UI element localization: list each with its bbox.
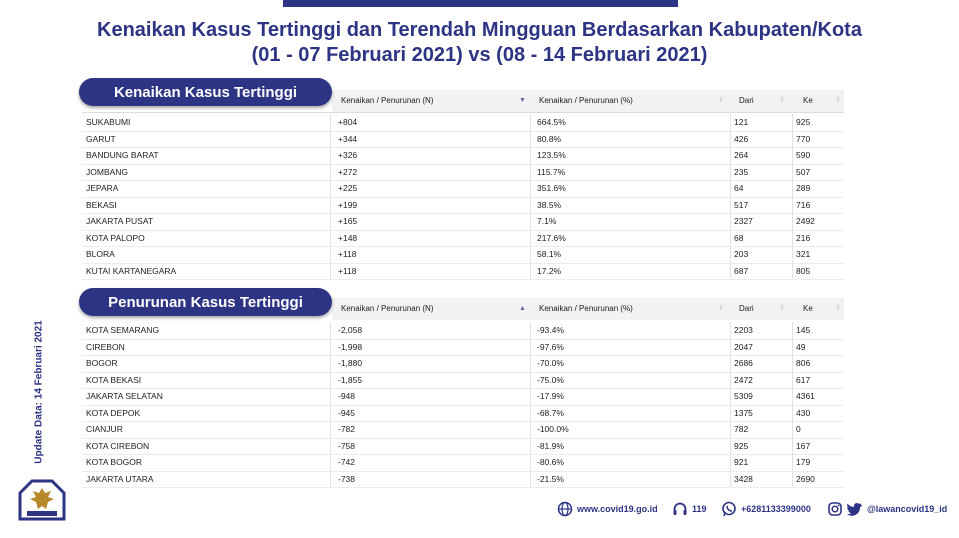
region-cell: BLORA	[86, 249, 115, 259]
from-cell: 121	[734, 117, 749, 127]
region-cell: GARUT	[86, 133, 116, 144]
column-header-change-n[interactable]: Kenaikan / Penurunan (N)	[341, 96, 434, 105]
region-cell: CIREBON	[86, 341, 125, 352]
column-header-change-pct[interactable]: Kenaikan / Penurunan (%)	[539, 304, 633, 313]
change-pct-cell: 115.7%	[537, 166, 566, 177]
title-line-1: Kenaikan Kasus Tertinggi dan Terendah Mingguan Berdasarkan Kabupaten/Kota	[97, 19, 862, 41]
update-date-text: Update Data: 14 Februari 2021	[33, 320, 45, 464]
change-n-cell: -1,855	[338, 374, 363, 385]
sort-icon[interactable]: ⇕	[779, 305, 785, 312]
change-n-cell: -948	[338, 391, 356, 401]
globe-icon	[557, 501, 573, 517]
to-cell: 216	[796, 232, 811, 243]
from-cell: 68	[734, 232, 744, 243]
top-accent-bar	[283, 0, 678, 7]
table-top-border	[82, 112, 844, 113]
change-n-cell: -945	[338, 407, 356, 418]
from-cell: 925	[734, 440, 749, 451]
from-cell: 5309	[734, 391, 753, 401]
change-n-cell: +326	[338, 150, 358, 160]
from-cell: 517	[734, 199, 749, 210]
to-cell: 2492	[796, 216, 815, 226]
footer-social[interactable]	[827, 500, 947, 518]
update-date-label	[30, 318, 48, 466]
from-cell: 64	[734, 183, 744, 193]
column-header-from[interactable]: Dari	[739, 304, 754, 313]
region-cell: BOGOR	[86, 358, 118, 368]
to-cell: 145	[796, 325, 811, 335]
change-n-cell: -782	[338, 424, 356, 434]
region-cell: KOTA CIREBON	[86, 440, 150, 451]
column-divider	[792, 322, 793, 487]
change-pct-cell: 17.2%	[537, 265, 562, 276]
change-n-cell: +225	[338, 183, 358, 193]
region-cell: BANDUNG BARAT	[86, 150, 159, 160]
change-pct-cell: -97.6%	[537, 341, 564, 352]
table-heading-decrease: Penurunan Kasus Tertinggi	[79, 288, 332, 316]
garuda-logo-icon	[18, 479, 66, 523]
instagram-icon	[827, 501, 843, 517]
region-cell: JAKARTA PUSAT	[86, 216, 154, 226]
from-cell: 2472	[734, 374, 753, 385]
sort-icon[interactable]: ⇕	[779, 97, 785, 104]
change-pct-cell: 217.6%	[537, 232, 566, 243]
region-cell: SUKABUMI	[86, 117, 131, 127]
title-line-2: (01 - 07 Februari 2021) vs (08 - 14 Februari 2021)	[251, 44, 708, 66]
from-cell: 2327	[734, 216, 753, 226]
change-pct-cell: 38.5%	[537, 199, 562, 210]
to-cell: 716	[796, 199, 811, 210]
change-n-cell: -1,880	[338, 358, 363, 368]
change-n-cell: +199	[338, 199, 358, 210]
change-pct-cell: 80.8%	[537, 133, 562, 144]
to-cell: 167	[796, 440, 811, 451]
to-cell: 770	[796, 133, 811, 144]
change-pct-cell: -100.0%	[537, 424, 569, 434]
change-n-cell: -742	[338, 457, 356, 467]
to-cell: 617	[796, 374, 811, 385]
region-cell: JAKARTA SELATAN	[86, 391, 163, 401]
change-pct-cell: -80.6%	[537, 457, 564, 467]
from-cell: 1375	[734, 407, 753, 418]
change-n-cell: -1,998	[338, 341, 363, 352]
to-cell: 4361	[796, 391, 815, 401]
change-pct-cell: 351.6%	[537, 183, 566, 193]
region-cell: KOTA BEKASI	[86, 374, 142, 385]
change-n-cell: +165	[338, 216, 358, 226]
change-n-cell: +344	[338, 133, 358, 144]
change-pct-cell: -17.9%	[537, 391, 564, 401]
table-heading-increase: Kenaikan Kasus Tertinggi	[79, 78, 332, 106]
region-cell: KUTAI KARTANEGARA	[86, 265, 177, 276]
footer-website[interactable]	[557, 500, 658, 518]
change-pct-cell: 123.5%	[537, 150, 566, 160]
change-pct-cell: 664.5%	[537, 117, 566, 127]
to-cell: 430	[796, 407, 811, 418]
from-cell: 3428	[734, 473, 753, 484]
to-cell: 925	[796, 117, 811, 127]
change-pct-cell: -68.7%	[537, 407, 564, 418]
to-cell: 805	[796, 265, 811, 276]
change-n-cell: +118	[338, 265, 357, 276]
from-cell: 203	[734, 249, 749, 259]
from-cell: 235	[734, 166, 749, 177]
twitter-icon	[847, 501, 863, 517]
table-header-increase	[332, 90, 844, 112]
to-cell: 179	[796, 457, 811, 467]
social-text: @lawancovid19_id	[867, 504, 948, 514]
from-cell: 782	[734, 424, 749, 434]
page-title	[0, 18, 959, 68]
to-cell: 0	[796, 424, 801, 434]
change-pct-cell: -70.0%	[537, 358, 564, 368]
from-cell: 2203	[734, 325, 753, 335]
change-n-cell: +272	[338, 166, 358, 177]
change-pct-cell: -21.5%	[537, 473, 564, 484]
change-n-cell: -2,058	[338, 325, 363, 335]
change-n-cell: +804	[338, 117, 358, 127]
whatsapp-icon	[721, 501, 737, 517]
column-header-to[interactable]: Ke	[803, 96, 813, 105]
to-cell: 590	[796, 150, 811, 160]
from-cell: 687	[734, 265, 749, 276]
region-cell: JAKARTA UTARA	[86, 473, 154, 484]
from-cell: 921	[734, 457, 749, 467]
column-divider	[330, 114, 331, 279]
change-n-cell: +118	[338, 249, 357, 259]
from-cell: 264	[734, 150, 749, 160]
to-cell: 49	[796, 341, 806, 352]
whatsapp-text: +6281133399000	[741, 504, 811, 514]
sort-icon[interactable]: ⇕	[835, 305, 841, 312]
website-text: www.covid19.go.id	[577, 504, 658, 514]
region-cell: KOTA SEMARANG	[86, 325, 160, 335]
change-pct-cell: 58.1%	[537, 249, 562, 259]
column-divider	[730, 322, 731, 487]
from-cell: 2686	[734, 358, 753, 368]
sort-icon[interactable]: ⇕	[718, 305, 724, 312]
column-divider	[530, 114, 531, 279]
region-cell: CIANJUR	[86, 424, 123, 434]
change-pct-cell: -93.4%	[537, 325, 564, 335]
headset-icon	[672, 501, 688, 517]
column-divider	[792, 114, 793, 279]
from-cell: 2047	[734, 341, 753, 352]
region-cell: JOMBANG	[86, 166, 129, 177]
sort-icon[interactable]: ⇕	[718, 97, 724, 104]
table-header-decrease	[332, 298, 844, 320]
footer-whatsapp[interactable]	[721, 500, 811, 518]
column-divider	[330, 322, 331, 487]
to-cell: 289	[796, 183, 811, 193]
column-divider	[730, 114, 731, 279]
sort-down-icon[interactable]: ▼	[519, 97, 526, 104]
column-header-from[interactable]: Dari	[739, 96, 754, 105]
footer-hotline[interactable]	[672, 500, 707, 518]
sort-icon[interactable]: ⇕	[835, 97, 841, 104]
column-header-change-pct[interactable]: Kenaikan / Penurunan (%)	[539, 96, 633, 105]
region-cell: KOTA DEPOK	[86, 407, 141, 418]
to-cell: 2690	[796, 473, 815, 484]
region-cell: BEKASI	[86, 199, 117, 210]
to-cell: 321	[796, 249, 811, 259]
to-cell: 507	[796, 166, 811, 177]
from-cell: 426	[734, 133, 749, 144]
to-cell: 806	[796, 358, 811, 368]
hotline-text: 119	[692, 504, 707, 514]
column-header-change-n[interactable]: Kenaikan / Penurunan (N)	[341, 304, 434, 313]
region-cell: KOTA BOGOR	[86, 457, 143, 467]
change-pct-cell: -81.9%	[537, 440, 564, 451]
region-cell: JEPARA	[86, 183, 119, 193]
change-n-cell: -758	[338, 440, 356, 451]
column-divider	[530, 322, 531, 487]
region-cell: KOTA PALOPO	[86, 232, 145, 243]
change-n-cell: -738	[338, 473, 356, 484]
column-header-to[interactable]: Ke	[803, 304, 813, 313]
change-pct-cell: -75.0%	[537, 374, 564, 385]
sort-up-icon[interactable]: ▲	[519, 305, 526, 312]
change-pct-cell: 7.1%	[537, 216, 557, 226]
change-n-cell: +148	[338, 232, 358, 243]
